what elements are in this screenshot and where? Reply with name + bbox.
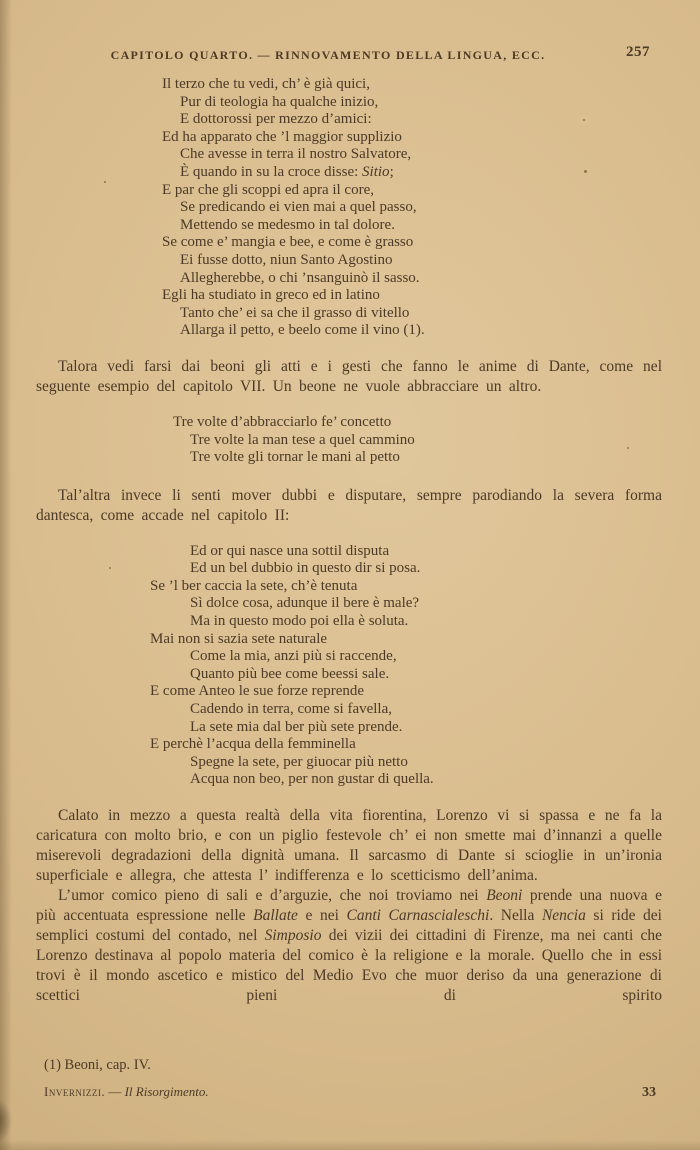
verse-line: La sete mia dal ber più sete prende. (190, 718, 403, 735)
paragraph-calato: Calato in mezzo a questa realtà della vita fiorentina, Lorenzo vi si spassa e ne fa la caricatura con molto brio, e con un piglio festevole ch’ ei non smette mai d’innanzi a quelle miserevoli degradazioni della dignità umana. Il sarcasmo di Dante si scioglie in un’ironia superficiale e allegra, che attesta l’ indifferenza e lo scetticismo dell’anima. (36, 807, 662, 884)
verse-line: Acqua non beo, per non gustar di quella. (190, 771, 434, 788)
signature-number: 33 (642, 1085, 656, 1100)
running-header: CAPITOLO QUARTO. — RINNOVAMENTO DELLA LINGUA, ECC. (110, 48, 546, 62)
verse-line: Se come e’ mangia e bee, e come è grasso (162, 234, 414, 251)
verse-line: Egli ha studiato in greco ed in latino (162, 287, 380, 304)
paragraph-lumor-comico: L’umor comico pieno di sali e d’arguzie, che noi troviamo nei Beoni prende una nuova e più accentuata espressione nelle Ballate e nei Canti Carnascialeschi. Nella Nencia si ride dei semplici costumi del contado, nel Simposio dei vizii dei cittadini di Firenze, ma nei canti che Lorenzo destinava al popolo materia del comico è la religione e la morale. Quello che in essi trovi è il mondo ascetico e mistico del Medio Evo che muor deriso da una generazione di scettici pieni di spirito (36, 887, 662, 1004)
paragraph-talora: Talora vedi farsi dai beoni gli atti e i gesti che fanno le anime di Dante, come nel seguente esempio del capitolo VII. Un beone ne vuole abbracciare un altro. (36, 357, 662, 395)
verse-line: Spegne la sete, per giuocar più netto (190, 753, 408, 770)
verse-line: Mai non si sazia sete naturale (150, 630, 328, 647)
verse-line: Se ’l ber caccia la sete, ch’è tenuta (150, 577, 358, 594)
verse-line: E come Anteo le sue forze reprende (150, 683, 365, 700)
verse-line: Allarga il petto, e beelo come il vino (1). (180, 322, 425, 339)
verse-line: Ed ha apparato che ’l maggior supplizio (162, 128, 402, 145)
verse-line: Ed un bel dubbio in questo dir si posa. (190, 560, 421, 577)
verse-line: Sì dolce cosa, adunque il bere è male? (190, 595, 420, 612)
verse-line: Mettendo se medesmo in tal dolore. (180, 216, 395, 233)
verse-line: Che avesse in terra il nostro Salvatore, (180, 146, 412, 163)
footer-work-title: Il Risorgimento. (124, 1084, 209, 1099)
verse-line: Tre volte d’abbracciarlo fe’ concetto (173, 413, 392, 430)
verse-line: Ma in questo modo poi ella è soluta. (190, 613, 409, 630)
verse-line: Ed or qui nasce una sottil disputa (190, 542, 390, 559)
verse-line: Tanto che’ ei sa che il grasso di vitello (180, 304, 410, 321)
verse-line: Tre volte gli tornar le mani al petto (190, 449, 400, 466)
verse-line: Il terzo che tu vedi, ch’ è già quici, (162, 76, 370, 92)
page-content (36, 76, 662, 1023)
verse-line: E dottorossi per mezzo d’amici: (180, 111, 372, 128)
page-number: 257 (626, 44, 650, 60)
verse-line: Quanto più bee come beessi sale. (190, 665, 390, 682)
footer-dash: — (108, 1084, 122, 1099)
verse-line: Tre volte la man tese a quel cammino (190, 431, 415, 448)
footer-author: Invernizzi. (44, 1084, 106, 1099)
verse-block-tre-volte (36, 414, 662, 467)
verse-block-disputa (36, 543, 662, 789)
footer (44, 1084, 656, 1101)
footnote: (1) Beoni, cap. IV. (44, 1057, 151, 1073)
verse-line: Come la mia, anzi più si raccende, (190, 648, 397, 665)
verse-line: Allegherebbe, o chi ’nsanguinò il sasso. (180, 269, 420, 286)
footer-imprint (44, 1084, 209, 1100)
verse-line: Cadendo in terra, come si favella, (190, 701, 393, 718)
verse-line: E par che gli scoppi ed apra il core, (162, 181, 374, 198)
verse-line: E perchè l’acqua della femminella (150, 736, 356, 753)
page-bottom-shadow (0, 1140, 700, 1150)
scan-smudge (0, 1098, 12, 1144)
verse-line: Pur di teologia ha qualche inizio, (180, 93, 379, 110)
verse-line: Ei fusse dotto, niun Santo Agostino (180, 251, 393, 268)
verse-block-beoni-cap7a (36, 76, 662, 340)
verse-line: Se predicando ei vien mai a quel passo, (180, 199, 417, 216)
verse-line: È quando in su la croce disse: Sitio; (180, 163, 394, 180)
paragraph-tal-altra: Tal’altra invece li senti mover dubbi e disputare, sempre parodiando la severa forma dantesca, come accade nel capitolo II: (36, 486, 662, 524)
page-gutter-shadow (0, 0, 12, 1150)
